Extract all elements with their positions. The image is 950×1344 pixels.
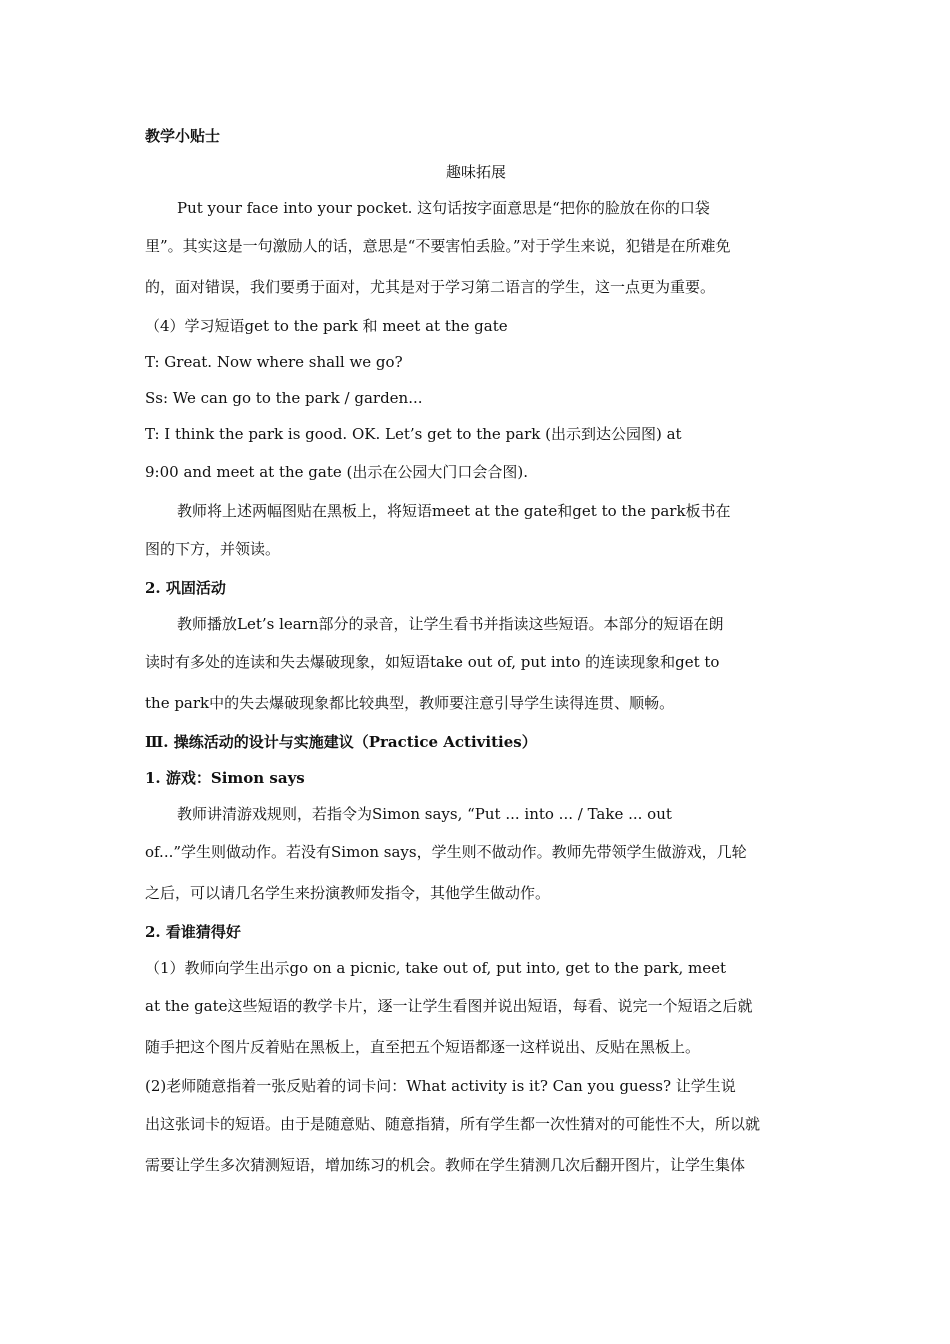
- tips-heading: 教学小贴士: [145, 127, 221, 145]
- consolidation-line: 读时有多处的连读和失去爆破现象，如短语take out of, put into 的连读现象和get to: [145, 653, 720, 671]
- game2-heading: 2. 看谁猜得好: [145, 923, 241, 941]
- dialog-line: T: Great. Now where shall we go?: [145, 353, 403, 371]
- dialog-line: 9:00 and meet at the gate (出示在公园大门口会合图).: [145, 463, 528, 481]
- game2-part2-line: 出这张词卡的短语。由于是随意贴、随意指猜，所有学生都一次性猜对的可能性不大，所以就: [145, 1115, 761, 1133]
- step4-note-line: 教师将上述两幅图贴在黑板上，将短语meet at the gate和get to the park板书在: [177, 502, 731, 520]
- consolidation-heading: 2. 巩固活动: [145, 579, 226, 597]
- game2-part1-line: 随手把这个图片反着贴在黑板上，直至把五个短语都逐一这样说出、反贴在黑板上。: [145, 1038, 701, 1056]
- tips-title: 趣味拓展: [445, 163, 506, 181]
- game1-line: of...”学生则做动作。若没有Simon says，学生则不做动作。教师先带领学生做游戏，几轮: [145, 843, 747, 861]
- game1-line: 教师讲清游戏规则，若指令为Simon says, “Put ... into ... / Take ... out: [177, 805, 672, 823]
- game2-part2-line: (2)老师随意指着一张反贴着的词卡问：What activity is it? Can you guess? 让学生说: [145, 1077, 736, 1095]
- game2-part1-line: （1）教师向学生出示go on a picnic, take out of, put into, get to the park, meet: [145, 959, 726, 977]
- step4-heading: （4）学习短语get to the park 和 meet at the gate: [145, 317, 508, 335]
- step4-note-line: 图的下方，并领读。: [145, 540, 281, 558]
- tips-paragraph-line: Put your face into your pocket. 这句话按字面意思是“把你的脸放在你的口袋: [177, 199, 710, 217]
- game1-line: 之后，可以请几名学生来扮演教师发指令，其他学生做动作。: [145, 884, 551, 902]
- game1-heading: 1. 游戏：Simon says: [145, 769, 305, 787]
- tips-paragraph-line: 的，面对错误，我们要勇于面对，尤其是对于学习第二语言的学生，这一点更为重要。: [145, 278, 716, 296]
- game2-part2-line: 需要让学生多次猜测短语，增加练习的机会。教师在学生猜测几次后翻开图片，让学生集体: [145, 1156, 746, 1174]
- game2-part1-line: at the gate这些短语的教学卡片，逐一让学生看图并说出短语，每看、说完一个短语之后就: [145, 997, 753, 1015]
- consolidation-line: 教师播放Let’s learn部分的录音，让学生看书并指读这些短语。本部分的短语在朗: [177, 615, 724, 633]
- practice-heading: Ⅲ. 操练活动的设计与实施建议（Practice Activities）: [145, 733, 537, 751]
- document-page: [145, 118, 807, 1186]
- dialog-line: T: I think the park is good. OK. Let’s get to the park (出示到达公园图) at: [145, 425, 682, 443]
- dialog-line: Ss: We can go to the park / garden...: [145, 389, 423, 407]
- tips-paragraph-line: 里”。其实这是一句激励人的话，意思是“不要害怕丢脸。”对于学生来说，犯错是在所难免: [145, 237, 731, 255]
- consolidation-line: the park中的失去爆破现象都比较典型，教师要注意引导学生读得连贯、顺畅。: [145, 694, 675, 712]
